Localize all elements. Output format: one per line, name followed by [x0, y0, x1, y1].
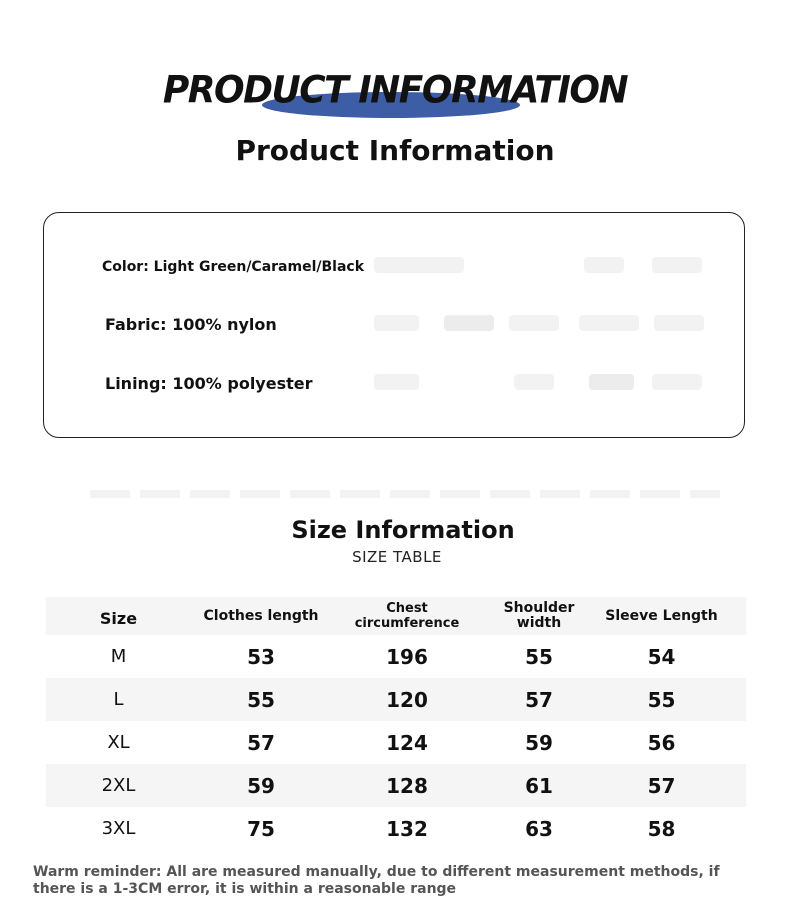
- table-row: [46, 721, 746, 764]
- faded-text: [584, 257, 624, 273]
- header-size: Size: [99, 608, 138, 628]
- faded-text: [374, 257, 464, 273]
- cell-clothes-length: 53: [247, 644, 275, 669]
- warm-reminder: Warm reminder: All are measured manually, due to different measurement methods, if there is a 1-3CM error, it is within a reasonable range: [33, 864, 720, 897]
- cell-sleeve: 56: [647, 730, 676, 755]
- color-info: Color: Light Green/Caramel/Black: [102, 259, 365, 275]
- cell-shoulder: 59: [525, 730, 553, 755]
- faded-text: [374, 374, 419, 390]
- cell-sleeve: 54: [647, 644, 676, 669]
- faded-text: [374, 315, 419, 331]
- size-section-title: Size Information: [291, 516, 515, 544]
- cell-sleeve: 58: [647, 816, 676, 841]
- cell-chest: 128: [386, 773, 428, 798]
- banner: [0, 62, 790, 122]
- faded-text: [654, 315, 704, 331]
- cell-shoulder: 63: [525, 816, 553, 841]
- cell-clothes-length: 57: [247, 730, 275, 755]
- product-info-box: [43, 212, 745, 438]
- cell-chest: 132: [386, 816, 428, 841]
- cell-chest: 196: [386, 644, 428, 669]
- size-section-subtitle: SIZE TABLE: [352, 548, 442, 566]
- cell-clothes-length: 75: [247, 816, 275, 841]
- table-header-row: [46, 597, 746, 635]
- header-sleeve-length: Sleeve Length: [605, 607, 718, 624]
- cell-chest: 124: [386, 730, 428, 755]
- faded-text: [514, 374, 554, 390]
- cell-size: L: [113, 689, 124, 710]
- cell-size: M: [110, 646, 127, 667]
- faded-text: [589, 374, 634, 390]
- cell-clothes-length: 59: [247, 773, 275, 798]
- page-title: Product Information: [235, 134, 555, 167]
- size-table: [46, 597, 746, 850]
- cell-shoulder: 55: [525, 644, 553, 669]
- table-row: [46, 678, 746, 721]
- faded-text: [579, 315, 639, 331]
- faded-text: [509, 315, 559, 331]
- fabric-info: Fabric: 100% nylon: [105, 315, 277, 334]
- lining-info: Lining: 100% polyester: [105, 374, 313, 393]
- faded-text: [444, 315, 494, 331]
- cell-size: 2XL: [101, 775, 136, 796]
- cell-shoulder: 57: [525, 687, 553, 712]
- cell-size: XL: [107, 732, 130, 753]
- table-row: [46, 635, 746, 678]
- cell-chest: 120: [386, 687, 428, 712]
- cell-sleeve: 57: [647, 773, 676, 798]
- table-row: [46, 807, 746, 850]
- cell-size: 3XL: [101, 818, 136, 839]
- banner-title: PRODUCT INFORMATION: [162, 68, 628, 113]
- table-row: [46, 764, 746, 807]
- header-shoulder-width: Shoulder width: [503, 600, 575, 631]
- faded-text: [652, 374, 702, 390]
- header-chest-circumference: Chest circumference: [354, 601, 460, 631]
- cell-clothes-length: 55: [247, 687, 275, 712]
- header-clothes-length: Clothes length: [203, 607, 319, 624]
- faded-divider-text: [90, 490, 720, 498]
- cell-shoulder: 61: [525, 773, 553, 798]
- cell-sleeve: 55: [647, 687, 676, 712]
- faded-text: [652, 257, 702, 273]
